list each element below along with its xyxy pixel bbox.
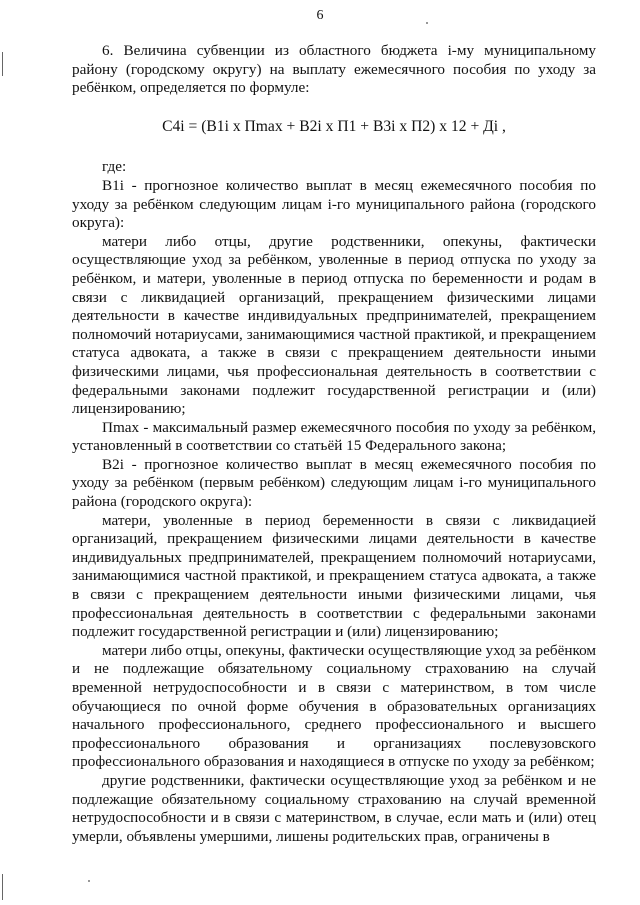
scan-edge-mark-bottom xyxy=(2,874,3,900)
paragraph-b1-list: матери либо отцы, другие родственники, опекуны, фактически осуществляющие уход за ребёнком, уволенные в период отпуска по уходу за ребёнком, и матери, уволенные в период отпуска по беременности и родам в связи с ликвидацией организаций, прекращением физическими лицами деятельности в качестве индивидуальных предпринимателей, прекращением полномочий нотариусами, занимающимися частной практикой, и прекращением статуса адвоката, а также в связи с прекращением деятельности иными физическими лицами, чья профессиональная деятельность в соответствии с федеральными законами подлежит государственной регистрации и (или) лицензированию; xyxy=(72,232,596,418)
paragraph-b2-list-2: матери либо отцы, опекуны, фактически осуществляющие уход за ребёнком и не подлежащие обязательному социальному страхованию на случай временной нетрудоспособности и в связи с материнством, в том числе обучающиеся по очной форме обучения в образовательных организациях начального профессионального, среднего профессионального и высшего профессионального образования и организациях послевузовского профессионального образования и находящиеся в отпуске по уходу за ребёнком; xyxy=(72,641,596,771)
paragraph-pmax-definition: Пmax - максимальный размер ежемесячного пособия по уходу за ребёнком, установленный в соответствии со статьёй 15 Федерального закона; xyxy=(72,418,596,455)
paragraph-where: где: xyxy=(102,158,127,176)
paragraph-b2-list-3: другие родственники, фактически осуществляющие уход за ребёнком и не подлежащие обязательному социальному страхованию на случай временной нетрудоспособности и в связи с материнством, в случае, если мать и (или) отец умерли, объявлены умершими, лишены родительских прав, ограничены в xyxy=(72,771,596,845)
paragraph-b2-list-1: матери, уволенные в период беременности в связи с ликвидацией организаций, прекращением физическими лицами деятельности в качестве индивидуальных предпринимателей, прекращением полномочий нотариусами, занимающимися частной практикой, и прекращением статуса адвоката, а также в связи с прекращением деятельности иными физическими лицами, чья профессиональная деятельность в соответствии с федеральными законами подлежит государственной регистрации и (или) лицензированию; xyxy=(72,511,596,641)
document-body xyxy=(72,42,596,846)
paragraph-b2-definition: В2i - прогнозное количество выплат в месяц ежемесячного пособия по уходу за ребёнком (первым ребёнком) следующим лицам i-го муниципального района (городского округа): xyxy=(72,455,596,511)
page-number: 6 xyxy=(316,8,324,23)
scan-speck xyxy=(88,880,90,882)
paragraph-b1-definition: В1i - прогнозное количество выплат в месяц ежемесячного пособия по уходу за ребёнком следующим лицам i-го муниципального района (городского округа): xyxy=(72,176,596,232)
formula: С4i = (В1i х Пmax + В2i х П1 + В3i х П2) х 12 + Дi , xyxy=(162,117,506,135)
paragraph-subvention-formula-intro: 6. Величина субвенции из областного бюджета i-му муниципальному району (городскому округу) на выплату ежемесячного пособия по уходу за ребёнком, определяется по формуле: xyxy=(72,42,596,97)
scan-edge-mark-top xyxy=(2,52,3,76)
